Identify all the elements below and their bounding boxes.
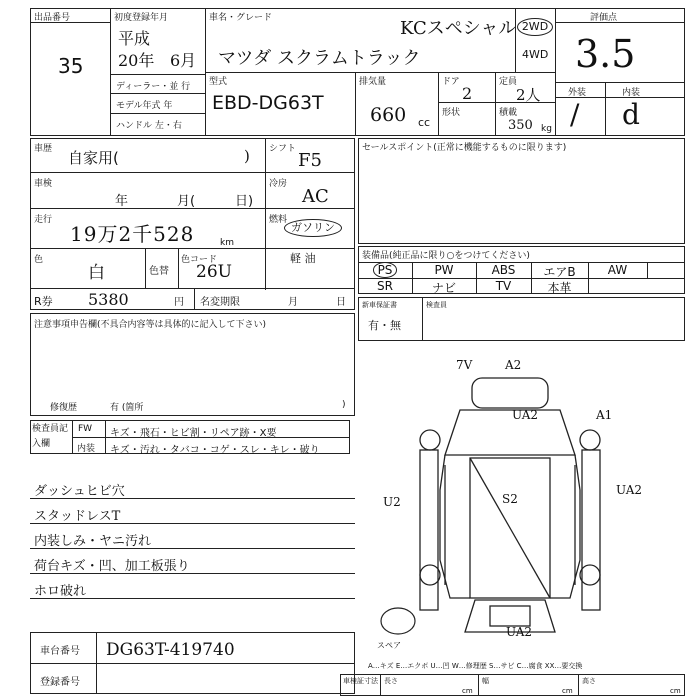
score-label: 評価点: [590, 13, 618, 23]
title-expiry-label: 名変期限: [200, 297, 240, 308]
title-expiry-month: 月: [288, 297, 298, 308]
color-change-label: 色替: [149, 266, 169, 277]
equip-pw: PW: [434, 263, 454, 277]
first-reg-label: 初度登録年月: [114, 13, 169, 23]
width-label: 幅: [482, 677, 489, 685]
fw-items: キズ・飛石・ヒビ割・リペア跡・X要: [110, 428, 277, 439]
damage-ua2-bottom: UA2: [506, 625, 533, 639]
inspector-entry-label: 検査員記入欄: [32, 424, 69, 449]
interior-items: キズ・汚れ・タバコ・コゲ・スレ・キレ・破り: [110, 445, 320, 456]
warranty-box: [358, 297, 685, 341]
interior-grade: d: [622, 98, 640, 131]
fw-label: FW: [78, 424, 93, 434]
width-unit: cm: [562, 687, 573, 695]
interior-row-label: 内装: [77, 444, 96, 454]
grade-value: KCスペシャル: [400, 18, 517, 39]
spare-label: スペア: [377, 641, 401, 650]
day-word: 日): [235, 194, 254, 209]
chassis-value: DG63T-419740: [106, 640, 235, 660]
ac-value: AC: [302, 186, 329, 207]
equipment-label: 装備品(純正品に限り○をつけてください): [362, 251, 530, 261]
damage-s2-center: S2: [502, 492, 518, 506]
model-label: 型式: [209, 77, 228, 87]
displacement-label: 排気量: [359, 77, 387, 87]
shape-label: 形状: [442, 108, 461, 118]
reg-month: 6月: [170, 51, 197, 70]
color-value: 白: [88, 263, 105, 283]
inspector-label: 検査員: [426, 301, 447, 309]
note-line-2: スタッドレスT: [34, 509, 121, 524]
note-line-4: 荷台キズ・凹、加工板張り: [34, 559, 190, 574]
km-unit: km: [220, 238, 234, 248]
interior-label: 内装: [622, 88, 641, 98]
mileage-label: 走行: [34, 215, 53, 225]
equip-abs: ABS: [491, 263, 516, 277]
color-code-label: 色コード: [181, 255, 218, 265]
displacement-value: 660: [370, 104, 407, 126]
repair-label: 修復歴: [50, 403, 78, 413]
dealer-label: ディーラー・並 行: [116, 82, 191, 92]
lot-label: 出品番号: [34, 13, 71, 23]
recycle-label: R券: [34, 295, 53, 308]
title-expiry-day: 日: [336, 297, 346, 308]
notes-label: 注意事項申告欄(不具合内容等は具体的に記入して下さい): [34, 320, 267, 330]
fuel-value: ガソリン: [284, 219, 342, 237]
equip-sr: SR: [377, 279, 393, 293]
note-line-5: ホロ破れ: [34, 584, 87, 599]
dims-label: 車検証寸法: [343, 677, 378, 685]
month-word: 月(: [177, 194, 196, 209]
load-value: 350: [508, 118, 533, 133]
equip-tv: TV: [495, 279, 512, 293]
damage-a1-right: A1: [596, 408, 613, 422]
car-name: マツダ スクラムトラック: [218, 48, 421, 69]
note-line-1: ダッシュヒビ穴: [34, 484, 125, 499]
capacity-label: 定員: [499, 77, 518, 87]
shift-value: F5: [298, 150, 322, 171]
diesel-label: 軽 油: [290, 252, 316, 265]
note-line-3: 内装しみ・ヤニ汚れ: [34, 534, 152, 549]
equip-ps: PS: [358, 263, 412, 277]
handle-label: ハンドル 左・右: [116, 121, 182, 131]
length-unit: cm: [462, 687, 473, 695]
reg-era: 平成: [118, 29, 151, 48]
damage-top-mid: A2: [505, 358, 522, 372]
damage-top-left: 7V: [456, 358, 473, 372]
equip-leather: 本革: [547, 281, 572, 295]
warranty-label: 新車保証書: [362, 301, 397, 309]
reg-year: 20年: [118, 51, 155, 70]
history-label: 車歴: [34, 144, 53, 154]
cc-unit: cc: [418, 116, 431, 129]
history-value: 自家用(: [68, 149, 119, 167]
fuel-label: 燃料: [269, 215, 288, 225]
height-unit: cm: [670, 687, 681, 695]
model-code: EBD-DG63T: [212, 92, 324, 114]
height-label: 高さ: [582, 677, 596, 685]
sales-points-box: [358, 138, 685, 244]
drive-4wd: 4WD: [522, 48, 549, 61]
length-label: 長さ: [384, 677, 398, 685]
equip-aw: AW: [607, 263, 628, 277]
repair-value: 有 (箇所: [110, 403, 144, 413]
color-code-value: 26U: [196, 262, 232, 282]
sales-points-label: セールスポイント(正常に機能するものに限ります): [362, 143, 567, 153]
year-word: 年: [115, 194, 129, 209]
damage-u2-left: U2: [383, 495, 401, 509]
load-label: 積載: [499, 108, 518, 118]
yen-unit: 円: [174, 297, 184, 308]
inspection-label: 車検: [34, 179, 53, 189]
repair-close: ): [342, 400, 346, 410]
kg-unit: kg: [541, 124, 552, 134]
equip-airbag: エアB: [543, 265, 576, 279]
damage-ua2-left: UA2: [512, 408, 539, 422]
mileage-value: 19万2千528: [70, 222, 195, 246]
drive-2wd: 2WD: [517, 18, 553, 36]
capacity-value: 2人: [516, 86, 541, 104]
model-year-label: モデル年式 年: [116, 101, 173, 111]
damage-legend: A…キズ E…エクボ U…凹 W…修理歴 S…サビ C…腐食 XX…要交換: [368, 662, 583, 670]
reg-number-label: 登録番号: [40, 677, 80, 688]
exterior-grade: /: [570, 98, 580, 131]
warranty-value: 有・無: [368, 319, 401, 332]
damage-ua2-right: UA2: [616, 483, 643, 497]
doors-label: ドア: [442, 77, 460, 87]
recycle-value: 5380: [88, 290, 129, 309]
lot-number: 35: [58, 54, 84, 78]
name-grade-label: 車名・グレード: [209, 13, 273, 23]
score-value: 3.5: [575, 32, 636, 76]
shift-label: シフト: [269, 144, 297, 154]
chassis-label: 車台番号: [40, 646, 80, 657]
doors-value: 2: [462, 84, 473, 103]
exterior-label: 外装: [568, 88, 587, 98]
equip-navi: ナビ: [431, 281, 456, 295]
color-label: 色: [34, 255, 44, 265]
history-close: ): [244, 147, 250, 165]
ac-label: 冷房: [269, 179, 288, 189]
spare-tire-icon: [378, 605, 418, 637]
